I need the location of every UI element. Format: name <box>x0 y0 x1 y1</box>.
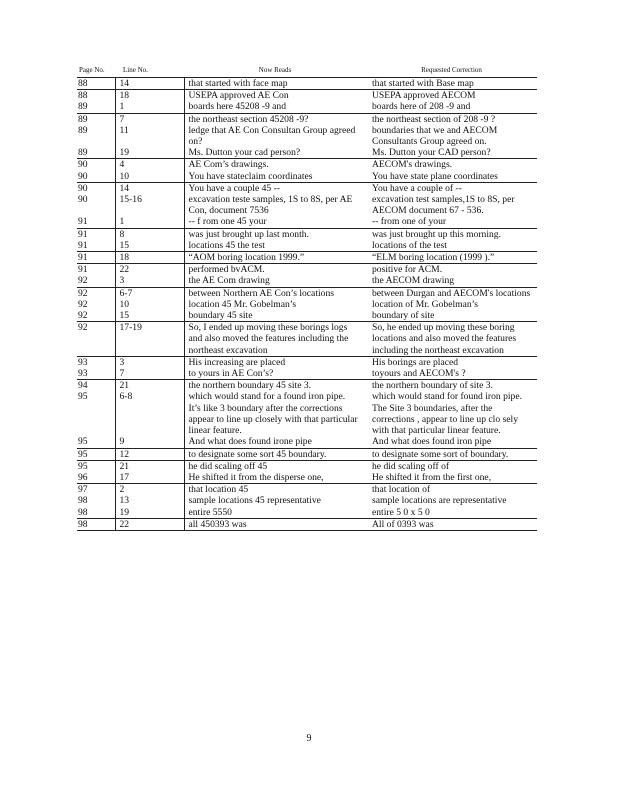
cell-line: 9 <box>115 436 184 448</box>
cell-now-reads: which would stand for a found iron pipe. It’s like 3 boundary after the corrections appear to line up closely with that particular linear feature. <box>184 391 366 436</box>
cell-line: 17-19 <box>115 322 184 357</box>
cell-now-reads: And what does found irone pipe <box>184 436 366 448</box>
cell-page: 90 <box>78 170 88 182</box>
cell-page: 95 <box>78 448 88 460</box>
cell-line: 18 <box>115 252 184 264</box>
cell-now-reads: He shifted it from the disperse one, <box>184 472 366 484</box>
table-row <box>77 240 537 252</box>
cell-now-reads: locations 45 the test <box>184 240 366 252</box>
header-line: Line No. <box>123 66 148 74</box>
cell-now-reads: the northern boundary 45 site 3. <box>184 380 366 392</box>
cell-page: 90 <box>78 194 88 206</box>
cell-page: 88 <box>78 90 88 102</box>
cell-requested-correction: You have a couple of -- <box>372 182 462 194</box>
cell-now-reads: that location 45 <box>184 484 366 496</box>
cell-page: 97 <box>78 484 88 496</box>
cell-requested-correction: boards here of 208 -9 and <box>372 101 471 113</box>
cell-now-reads: USEPA approved AE Con <box>184 90 366 102</box>
table-row <box>77 228 537 240</box>
cell-requested-correction: that location of <box>372 484 431 496</box>
cell-page: 95 <box>78 391 88 403</box>
cell-requested-correction: USEPA approved AECOM <box>372 90 476 102</box>
cell-page: 89 <box>78 101 88 113</box>
cell-page: 91 <box>78 216 88 228</box>
cell-now-reads: Ms. Dutton your cad person? <box>184 147 366 159</box>
cell-now-reads: to designate some sort 45 boundary. <box>184 448 366 460</box>
cell-requested-correction: You have state plane coordinates <box>372 170 498 182</box>
table-row <box>77 322 537 357</box>
cell-requested-correction: between Durgan and AECOM's locations <box>372 287 531 299</box>
cell-requested-correction: All of 0393 was <box>372 518 434 530</box>
cell-now-reads: entire 5550 <box>184 507 366 519</box>
cell-requested-correction: “ELM boring location (1999 ).” <box>372 252 495 264</box>
cell-page: 92 <box>78 287 88 299</box>
cell-line: 1 <box>115 216 184 228</box>
cell-page: 90 <box>78 159 88 171</box>
cell-line: 7 <box>115 368 184 380</box>
cell-line: 17 <box>115 472 184 484</box>
table-row <box>77 310 537 322</box>
cell-now-reads: excavation teste samples, 1S to 8S, per AE Con, document 7536 <box>184 194 366 216</box>
cell-now-reads: performed bvACM. <box>184 264 366 276</box>
table-row <box>77 194 537 216</box>
cell-requested-correction: the AECOM drawing <box>372 275 455 287</box>
cell-requested-correction: positive for ACM. <box>372 264 443 276</box>
cell-page: 92 <box>78 322 88 334</box>
cell-requested-correction: His borings are placed <box>372 356 459 368</box>
cell-requested-correction: he did scaling off of <box>372 460 450 472</box>
cell-line: 14 <box>115 78 184 90</box>
cell-requested-correction: boundary of site <box>372 310 435 322</box>
errata-rows <box>77 78 537 531</box>
cell-now-reads: ledge that AE Con Consultan Group agreed on? <box>184 125 366 147</box>
cell-requested-correction: And what does found iron pipe <box>372 436 492 448</box>
cell-requested-correction: excavation test samples,1S to 8S, per AECOM document 67 - 536. <box>372 194 515 217</box>
cell-requested-correction: was just brought up this morning. <box>372 228 501 240</box>
cell-now-reads: the AE Com drawing <box>184 275 366 287</box>
cell-requested-correction: the northern boundary of site 3. <box>372 380 493 392</box>
cell-line: 19 <box>115 147 184 159</box>
cell-line: 12 <box>115 448 184 460</box>
table-row <box>77 113 537 125</box>
cell-now-reads: all 450393 was <box>184 518 366 530</box>
cell-page: 91 <box>78 264 88 276</box>
cell-requested-correction: entire 5 0 x 5 0 <box>372 506 430 518</box>
table-row <box>77 436 537 448</box>
cell-now-reads: location 45 Mr. Gobelman’s <box>184 299 366 310</box>
cell-line: 10 <box>115 171 184 183</box>
cell-now-reads: he did scaling off 45 <box>184 460 366 472</box>
errata-table <box>77 66 537 531</box>
cell-line: 22 <box>115 518 184 530</box>
cell-page: 88 <box>78 78 88 89</box>
cell-page: 92 <box>78 310 88 322</box>
cell-page: 89 <box>78 113 88 125</box>
cell-now-reads: -- f rom one 45 your <box>184 216 366 228</box>
cell-requested-correction: So, he ended up moving these boring locations and also moved the features including the northeast excavation <box>372 322 517 356</box>
table-row <box>77 125 537 147</box>
cell-line: 3 <box>115 275 184 287</box>
cell-requested-correction: locations of the test <box>372 239 447 251</box>
table-row <box>77 299 537 310</box>
cell-page: 90 <box>78 182 88 194</box>
table-row <box>77 472 537 484</box>
cell-line: 21 <box>115 460 184 472</box>
cell-now-reads: was just brought up last month. <box>184 228 366 240</box>
table-row <box>77 368 537 380</box>
cell-page: 91 <box>78 239 88 251</box>
cell-now-reads: AE Com’s drawings. <box>184 159 366 171</box>
table-row <box>77 182 537 194</box>
table-row <box>77 356 537 368</box>
table-row <box>77 171 537 183</box>
cell-page: 94 <box>78 380 88 392</box>
cell-page: 98 <box>78 495 88 507</box>
table-row <box>77 159 537 171</box>
header-now-reads: Now Reads <box>258 66 292 74</box>
table-row <box>77 287 537 299</box>
cell-requested-correction: toyours and AECOM's ? <box>372 368 466 380</box>
cell-page: 93 <box>78 368 88 380</box>
table-row <box>77 264 537 276</box>
page-number: 9 <box>306 733 312 744</box>
table-row <box>77 507 537 519</box>
table-row <box>77 101 537 113</box>
cell-line: 22 <box>115 264 184 276</box>
cell-now-reads: that started with face map <box>184 78 366 90</box>
cell-requested-correction: boundaries that we and AECOM Consultants Group agreed on. <box>372 124 498 148</box>
cell-line: 15-16 <box>115 194 184 216</box>
cell-line: 15 <box>115 310 184 322</box>
table-row <box>77 484 537 496</box>
table-row <box>77 216 537 228</box>
header-requested-correction: Requested Correction <box>421 66 482 74</box>
header-page: Page No. <box>79 66 105 74</box>
cell-now-reads: to yours in AE Con’s? <box>184 368 366 380</box>
cell-page: 92 <box>78 298 88 310</box>
cell-page: 92 <box>78 275 88 287</box>
cell-line: 19 <box>115 507 184 519</box>
cell-line: 6-8 <box>115 391 184 436</box>
cell-page: 89 <box>78 124 88 136</box>
cell-requested-correction: AECOM's drawings. <box>372 159 453 171</box>
cell-page: 98 <box>78 506 88 518</box>
table-row <box>77 518 537 530</box>
cell-now-reads: the northeast section 45208 -9? <box>184 113 366 125</box>
cell-requested-correction: sample locations are representative <box>372 495 507 507</box>
cell-line: 18 <box>115 90 184 102</box>
table-row <box>77 460 537 472</box>
cell-line: 15 <box>115 240 184 252</box>
header-row <box>77 66 537 78</box>
table-row <box>77 78 537 90</box>
cell-now-reads: His increasing are placed <box>184 356 366 368</box>
cell-line: 13 <box>115 495 184 506</box>
cell-requested-correction: location of Mr. Gobelman’s <box>372 298 479 310</box>
cell-page: 98 <box>78 518 88 530</box>
cell-page: 91 <box>78 252 88 264</box>
cell-line: 10 <box>115 299 184 310</box>
cell-requested-correction: the northeast section of 208 -9 ? <box>372 113 496 125</box>
cell-page: 91 <box>78 228 88 240</box>
cell-now-reads: boundary 45 site <box>184 310 366 322</box>
table-row <box>77 252 537 264</box>
cell-line: 14 <box>115 182 184 194</box>
cell-line: 4 <box>115 159 184 171</box>
cell-now-reads: “AOM boring location 1999.” <box>184 252 366 264</box>
cell-line: 11 <box>115 125 184 147</box>
cell-requested-correction: which would stand for found iron pipe. The Site 3 boundaries, after the corrections , appear to line up clo sely with that particular linear feature. <box>372 391 523 437</box>
table-row <box>77 495 537 506</box>
cell-line: 1 <box>115 101 184 113</box>
cell-page: 93 <box>78 356 88 368</box>
cell-page: 96 <box>78 471 88 483</box>
cell-line: 2 <box>115 484 184 496</box>
cell-page: 95 <box>78 436 88 448</box>
table-row <box>77 275 537 287</box>
table-row <box>77 448 537 460</box>
cell-line: 21 <box>115 380 184 392</box>
cell-now-reads: boards here 45208 -9 and <box>184 101 366 113</box>
cell-line: 6-7 <box>115 287 184 299</box>
cell-requested-correction: He shifted it from the first one, <box>372 471 492 483</box>
cell-line: 7 <box>115 113 184 125</box>
table-row <box>77 380 537 392</box>
cell-now-reads: sample locations 45 representative <box>184 495 366 506</box>
cell-now-reads: So, I ended up moving these borings logs and also moved the features including the northeast excavation <box>184 322 366 357</box>
cell-line: 3 <box>115 356 184 368</box>
cell-page: 95 <box>78 460 88 472</box>
table-row <box>77 391 537 436</box>
table-row <box>77 90 537 102</box>
cell-requested-correction: to designate some sort of boundary. <box>372 448 509 460</box>
cell-requested-correction: Ms. Dutton your CAD person? <box>372 147 491 159</box>
cell-requested-correction: that started with Base map <box>372 78 474 89</box>
cell-requested-correction: -- from one of your <box>372 216 447 228</box>
cell-now-reads: You have stateclaim coordinates <box>184 171 366 183</box>
cell-line: 8 <box>115 228 184 240</box>
table-row <box>77 147 537 159</box>
cell-page: 89 <box>78 147 88 159</box>
cell-now-reads: between Northern AE Con’s locations <box>184 287 366 299</box>
cell-now-reads: You have a couple 45 -- <box>184 182 366 194</box>
